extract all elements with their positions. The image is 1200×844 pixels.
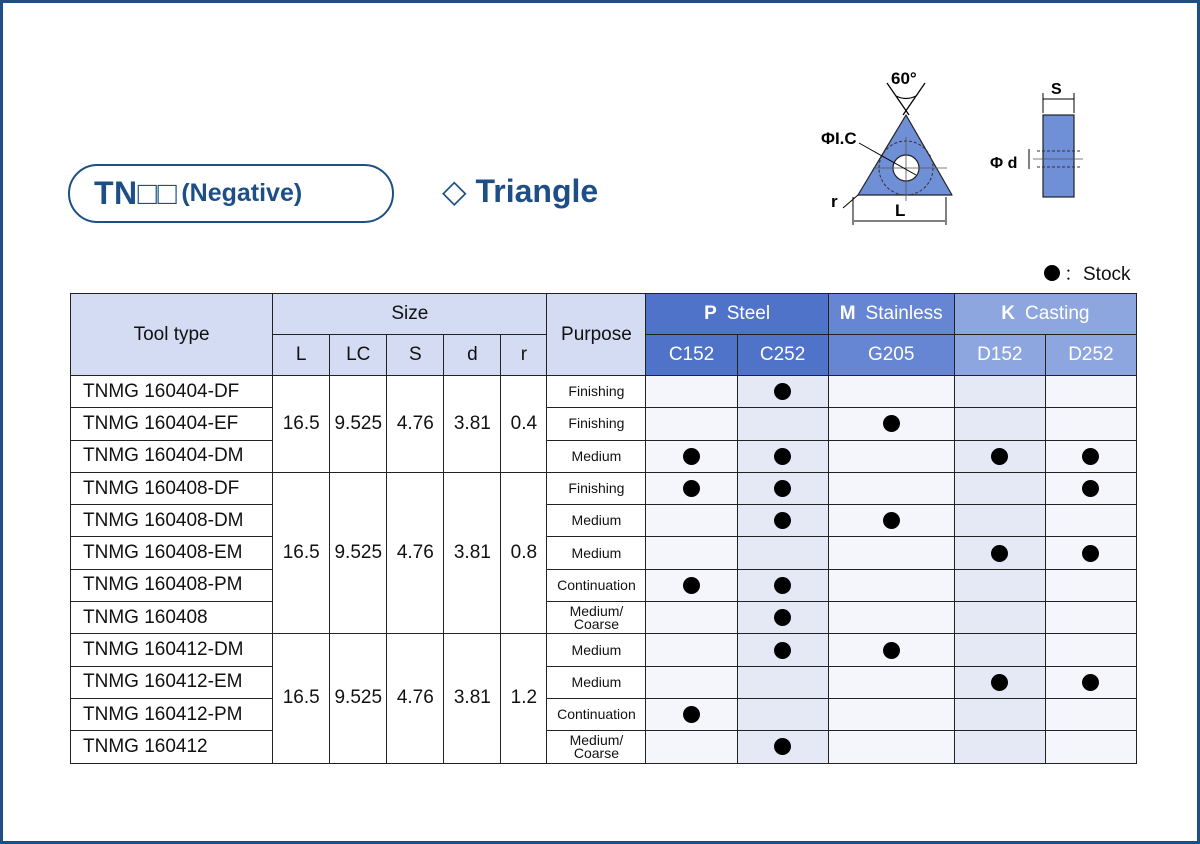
grade-stock-cell <box>954 731 1045 763</box>
stock-dot-icon <box>774 738 791 755</box>
table-row <box>71 569 1137 601</box>
size-lc-cell: 9.525 <box>330 472 387 633</box>
tool-type-cell: TNMG 160404-DM <box>71 440 273 472</box>
insert-type: (Negative) <box>181 179 303 207</box>
table-row <box>71 440 1137 472</box>
grade-stock-cell <box>1045 440 1136 472</box>
grade-stock-cell <box>954 537 1045 569</box>
header-group-steel: P Steel <box>646 294 828 335</box>
size-r-cell: 0.8 <box>501 472 547 633</box>
size-d-cell: 3.81 <box>444 376 501 473</box>
grade-stock-cell <box>646 634 737 666</box>
stock-dot-icon <box>991 674 1008 691</box>
grade-stock-cell <box>646 602 737 634</box>
radius-leader <box>843 195 858 208</box>
grade-stock-cell <box>828 634 954 666</box>
side-view <box>1043 115 1074 197</box>
grade-stock-cell <box>646 376 737 408</box>
hole-label: Φ d <box>990 155 1018 172</box>
purpose-cell: Medium <box>547 537 646 569</box>
grade-stock-cell <box>828 731 954 763</box>
tool-type-cell: TNMG 160408-PM <box>71 569 273 601</box>
grade-stock-cell <box>646 698 737 730</box>
header-size-s: S <box>387 335 444 376</box>
stock-dot-icon <box>683 480 700 497</box>
grade-stock-cell <box>828 666 954 698</box>
stock-dot-icon <box>774 448 791 465</box>
insert-title-badge <box>68 164 394 223</box>
grade-stock-cell <box>646 408 737 440</box>
purpose-cell: Medium <box>547 440 646 472</box>
tool-type-cell: TNMG 160408-DM <box>71 505 273 537</box>
grade-stock-cell <box>954 602 1045 634</box>
grade-stock-cell <box>1045 634 1136 666</box>
table-row <box>71 634 1137 666</box>
header-purpose: Purpose <box>547 294 646 376</box>
header-grade-d152: D152 <box>954 335 1045 376</box>
size-l-cell: 16.5 <box>273 376 330 473</box>
stock-dot-icon <box>683 448 700 465</box>
grade-stock-cell <box>737 569 828 601</box>
size-s-cell: 4.76 <box>387 634 444 763</box>
grade-stock-cell <box>954 376 1045 408</box>
stock-dot-icon <box>991 448 1008 465</box>
tool-type-cell: TNMG 160412-DM <box>71 634 273 666</box>
table-row <box>71 666 1137 698</box>
grade-stock-cell <box>737 698 828 730</box>
stock-dot-icon <box>1044 265 1060 281</box>
size-r-cell: 1.2 <box>501 634 547 763</box>
grade-stock-cell <box>737 666 828 698</box>
grade-stock-cell <box>737 731 828 763</box>
radius-label: r <box>831 192 838 211</box>
thickness-label: S <box>1051 81 1062 98</box>
stock-dot-icon <box>1082 480 1099 497</box>
table-row <box>71 408 1137 440</box>
grade-stock-cell <box>1045 505 1136 537</box>
tool-type-cell: TNMG 160412 <box>71 731 273 763</box>
header-size-d: d <box>444 335 501 376</box>
grade-stock-cell <box>1045 472 1136 504</box>
grade-stock-cell <box>954 634 1045 666</box>
grade-stock-cell <box>828 602 954 634</box>
grade-stock-cell <box>737 440 828 472</box>
length-label: L <box>895 201 906 220</box>
grade-stock-cell <box>646 472 737 504</box>
size-lc-cell: 9.525 <box>330 634 387 763</box>
grade-stock-cell <box>1045 731 1136 763</box>
grade-stock-cell <box>737 472 828 504</box>
stock-dot-icon <box>1082 545 1099 562</box>
header-grade-d252: D252 <box>1045 335 1136 376</box>
angle-arc <box>896 96 916 99</box>
table-row <box>71 376 1137 408</box>
grade-stock-cell <box>737 408 828 440</box>
header-grade-c252: C252 <box>737 335 828 376</box>
grade-stock-cell <box>646 569 737 601</box>
purpose-cell: Medium/ Coarse <box>547 731 646 763</box>
tool-type-cell: TNMG 160412-PM <box>71 698 273 730</box>
grade-stock-cell <box>954 440 1045 472</box>
table-row <box>71 505 1137 537</box>
tool-type-cell: TNMG 160404-DF <box>71 376 273 408</box>
grade-stock-cell <box>828 698 954 730</box>
grade-stock-cell <box>954 505 1045 537</box>
grade-stock-cell <box>646 666 737 698</box>
insert-code: TN□□ <box>94 175 178 211</box>
grade-stock-cell <box>737 634 828 666</box>
purpose-cell: Finishing <box>547 376 646 408</box>
header-size-r: r <box>501 335 547 376</box>
grade-stock-cell <box>828 408 954 440</box>
stock-dot-icon <box>774 512 791 529</box>
grade-stock-cell <box>828 569 954 601</box>
stock-dot-icon <box>1082 674 1099 691</box>
grade-stock-cell <box>1045 602 1136 634</box>
purpose-cell: Finishing <box>547 408 646 440</box>
header-size: Size <box>273 294 547 335</box>
header-group-casting: K Casting <box>954 294 1136 335</box>
table-row <box>71 537 1137 569</box>
stock-dot-icon <box>774 642 791 659</box>
header-grade-g205: G205 <box>828 335 954 376</box>
grade-stock-cell <box>828 472 954 504</box>
grade-stock-cell <box>737 505 828 537</box>
purpose-cell: Medium/ Coarse <box>547 602 646 634</box>
stock-legend <box>1044 259 1131 286</box>
grade-stock-cell <box>1045 569 1136 601</box>
stock-dot-icon <box>683 706 700 723</box>
size-l-cell: 16.5 <box>273 634 330 763</box>
tool-type-cell: TNMG 160404-EF <box>71 408 273 440</box>
size-s-cell: 4.76 <box>387 472 444 633</box>
size-lc-cell: 9.525 <box>330 376 387 473</box>
stock-dot-icon <box>883 512 900 529</box>
grade-stock-cell <box>828 537 954 569</box>
tool-type-cell: TNMG 160412-EM <box>71 666 273 698</box>
stock-dot-icon <box>774 609 791 626</box>
purpose-cell: Finishing <box>547 472 646 504</box>
purpose-cell: Medium <box>547 505 646 537</box>
table-row <box>71 698 1137 730</box>
size-l-cell: 16.5 <box>273 472 330 633</box>
spec-table-body <box>71 376 1137 764</box>
stock-legend-label: ：Stock <box>1064 264 1131 285</box>
stock-dot-icon <box>683 577 700 594</box>
stock-dot-icon <box>774 383 791 400</box>
header-tool-type: Tool type <box>71 294 273 376</box>
purpose-cell: Medium <box>547 634 646 666</box>
grade-stock-cell <box>828 505 954 537</box>
grade-stock-cell <box>1045 698 1136 730</box>
grade-stock-cell <box>828 440 954 472</box>
header-grade-c152: C152 <box>646 335 737 376</box>
grade-stock-cell <box>1045 408 1136 440</box>
header-group-stainless: M Stainless <box>828 294 954 335</box>
tool-type-cell: TNMG 160408-EM <box>71 537 273 569</box>
grade-stock-cell <box>954 569 1045 601</box>
angle-label: 60° <box>891 69 917 88</box>
grade-stock-cell <box>646 505 737 537</box>
insert-spec-table <box>70 293 1137 764</box>
header-size-l: L <box>273 335 330 376</box>
grade-stock-cell <box>737 537 828 569</box>
purpose-cell: Medium <box>547 666 646 698</box>
grade-stock-cell <box>1045 537 1136 569</box>
tool-type-cell: TNMG 160408 <box>71 602 273 634</box>
grade-stock-cell <box>1045 666 1136 698</box>
table-row <box>71 731 1137 763</box>
grade-stock-cell <box>954 472 1045 504</box>
ic-label: ΦI.C <box>821 129 857 148</box>
stock-dot-icon <box>883 642 900 659</box>
stock-dot-icon <box>774 577 791 594</box>
grade-stock-cell <box>646 440 737 472</box>
grade-stock-cell <box>954 698 1045 730</box>
header-size-lc: LC <box>330 335 387 376</box>
table-row <box>71 602 1137 634</box>
tool-type-cell: TNMG 160408-DF <box>71 472 273 504</box>
grade-stock-cell <box>828 376 954 408</box>
size-r-cell: 0.4 <box>501 376 547 473</box>
grade-stock-cell <box>646 537 737 569</box>
grade-stock-cell <box>954 408 1045 440</box>
grade-stock-cell <box>737 376 828 408</box>
stock-dot-icon <box>991 545 1008 562</box>
stock-dot-icon <box>883 415 900 432</box>
size-d-cell: 3.81 <box>444 472 501 633</box>
grade-stock-cell <box>954 666 1045 698</box>
purpose-cell: Continuation <box>547 698 646 730</box>
grade-stock-cell <box>737 602 828 634</box>
insert-diagram <box>813 63 1113 238</box>
size-d-cell: 3.81 <box>444 634 501 763</box>
stock-dot-icon <box>1082 448 1099 465</box>
insert-shape-title: ◇ Triangle <box>442 173 599 209</box>
stock-dot-icon <box>774 480 791 497</box>
grade-stock-cell <box>646 731 737 763</box>
purpose-cell: Continuation <box>547 569 646 601</box>
size-s-cell: 4.76 <box>387 376 444 473</box>
grade-stock-cell <box>1045 376 1136 408</box>
table-row <box>71 472 1137 504</box>
